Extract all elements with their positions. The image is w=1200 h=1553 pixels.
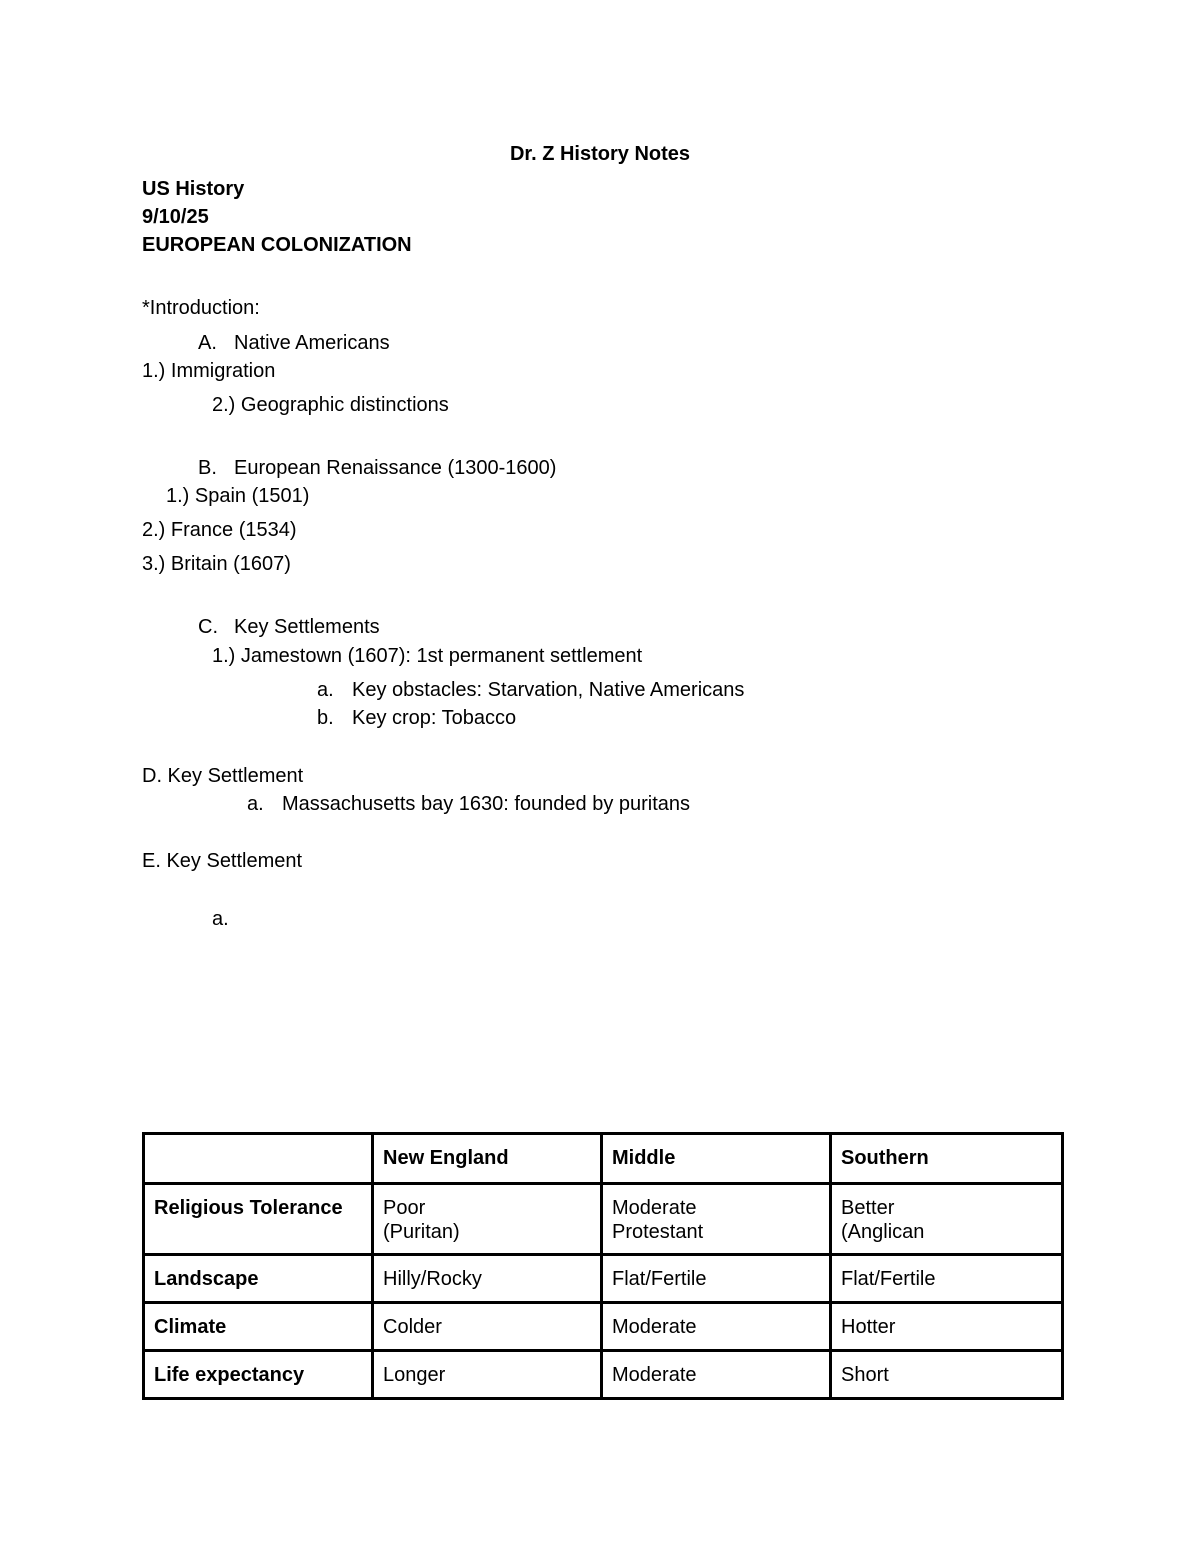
- table-cell: Longer: [373, 1351, 602, 1399]
- cell-line: Protestant: [612, 1221, 704, 1243]
- item-a1: 1.) Immigration: [142, 360, 276, 382]
- cell-line: Moderate: [612, 1197, 697, 1219]
- item-a2: 2.) Geographic distinctions: [212, 394, 449, 416]
- section-b-marker: B.: [198, 457, 217, 479]
- header-southern: Southern: [831, 1134, 1063, 1184]
- item-e1-marker: a.: [212, 908, 229, 930]
- table-cell: Short: [831, 1351, 1063, 1399]
- table-cell: Moderate: [602, 1303, 831, 1351]
- table-header-row: [144, 1134, 1063, 1184]
- header-middle: Middle: [602, 1134, 831, 1184]
- item-e1: [212, 907, 247, 931]
- section-c-marker: C.: [198, 616, 218, 638]
- cell-line: Poor: [383, 1197, 426, 1219]
- item-c1b-marker: b.: [317, 707, 334, 729]
- row-label-religious-tolerance: Religious Tolerance: [144, 1184, 373, 1255]
- item-c1b-text: Key crop: Tobacco: [352, 707, 517, 729]
- table-cell: Flat/Fertile: [602, 1255, 831, 1303]
- item-b2: 2.) France (1534): [142, 519, 297, 541]
- table-row: [144, 1351, 1063, 1399]
- colonies-comparison-table: [142, 1132, 1064, 1400]
- table-cell: Colder: [373, 1303, 602, 1351]
- table-cell: [373, 1184, 602, 1255]
- item-d1-text: Massachusetts bay 1630: founded by puritans: [282, 793, 691, 815]
- table-cell: Hotter: [831, 1303, 1063, 1351]
- table-row: [144, 1303, 1063, 1351]
- notes-date: 9/10/25: [142, 206, 209, 228]
- header-cell-empty: [144, 1134, 373, 1184]
- item-c1a-text: Key obstacles: Starvation, Native Americans: [352, 679, 745, 701]
- course-name: US History: [142, 178, 245, 200]
- item-c1: 1.) Jamestown (1607): 1st permanent settlement: [212, 645, 643, 667]
- topic-heading: EUROPEAN COLONIZATION: [142, 234, 412, 256]
- item-b1: 1.) Spain (1501): [166, 485, 310, 507]
- section-c: [198, 615, 380, 639]
- row-label-climate: Climate: [144, 1303, 373, 1351]
- cell-line: (Anglican: [841, 1221, 925, 1243]
- table-cell: [602, 1184, 831, 1255]
- table-cell: Hilly/Rocky: [373, 1255, 602, 1303]
- page-title: Dr. Z History Notes: [509, 143, 691, 165]
- table-cell: Moderate: [602, 1351, 831, 1399]
- section-a: [198, 331, 390, 355]
- item-c1a: [317, 678, 744, 702]
- table-cell: Flat/Fertile: [831, 1255, 1063, 1303]
- section-c-text: Key Settlements: [234, 616, 380, 638]
- row-label-landscape: Landscape: [144, 1255, 373, 1303]
- section-e: E. Key Settlement: [142, 850, 303, 872]
- section-b: [198, 456, 556, 480]
- section-a-marker: A.: [198, 332, 217, 354]
- cell-line: (Puritan): [383, 1221, 460, 1243]
- table-row: [144, 1255, 1063, 1303]
- cell-line: Better: [841, 1197, 895, 1219]
- item-d1-marker: a.: [247, 793, 264, 815]
- header-new-england: New England: [373, 1134, 602, 1184]
- section-d: D. Key Settlement: [142, 765, 304, 787]
- section-a-text: Native Americans: [234, 332, 390, 354]
- item-b3: 3.) Britain (1607): [142, 553, 291, 575]
- row-label-life-expectancy: Life expectancy: [144, 1351, 373, 1399]
- table-row: [144, 1184, 1063, 1255]
- item-d1: [247, 792, 690, 816]
- section-b-text: European Renaissance (1300-1600): [234, 457, 557, 479]
- intro-heading: *Introduction:: [142, 297, 260, 319]
- item-c1b: [317, 706, 516, 730]
- table-cell: [831, 1184, 1063, 1255]
- item-c1a-marker: a.: [317, 679, 334, 701]
